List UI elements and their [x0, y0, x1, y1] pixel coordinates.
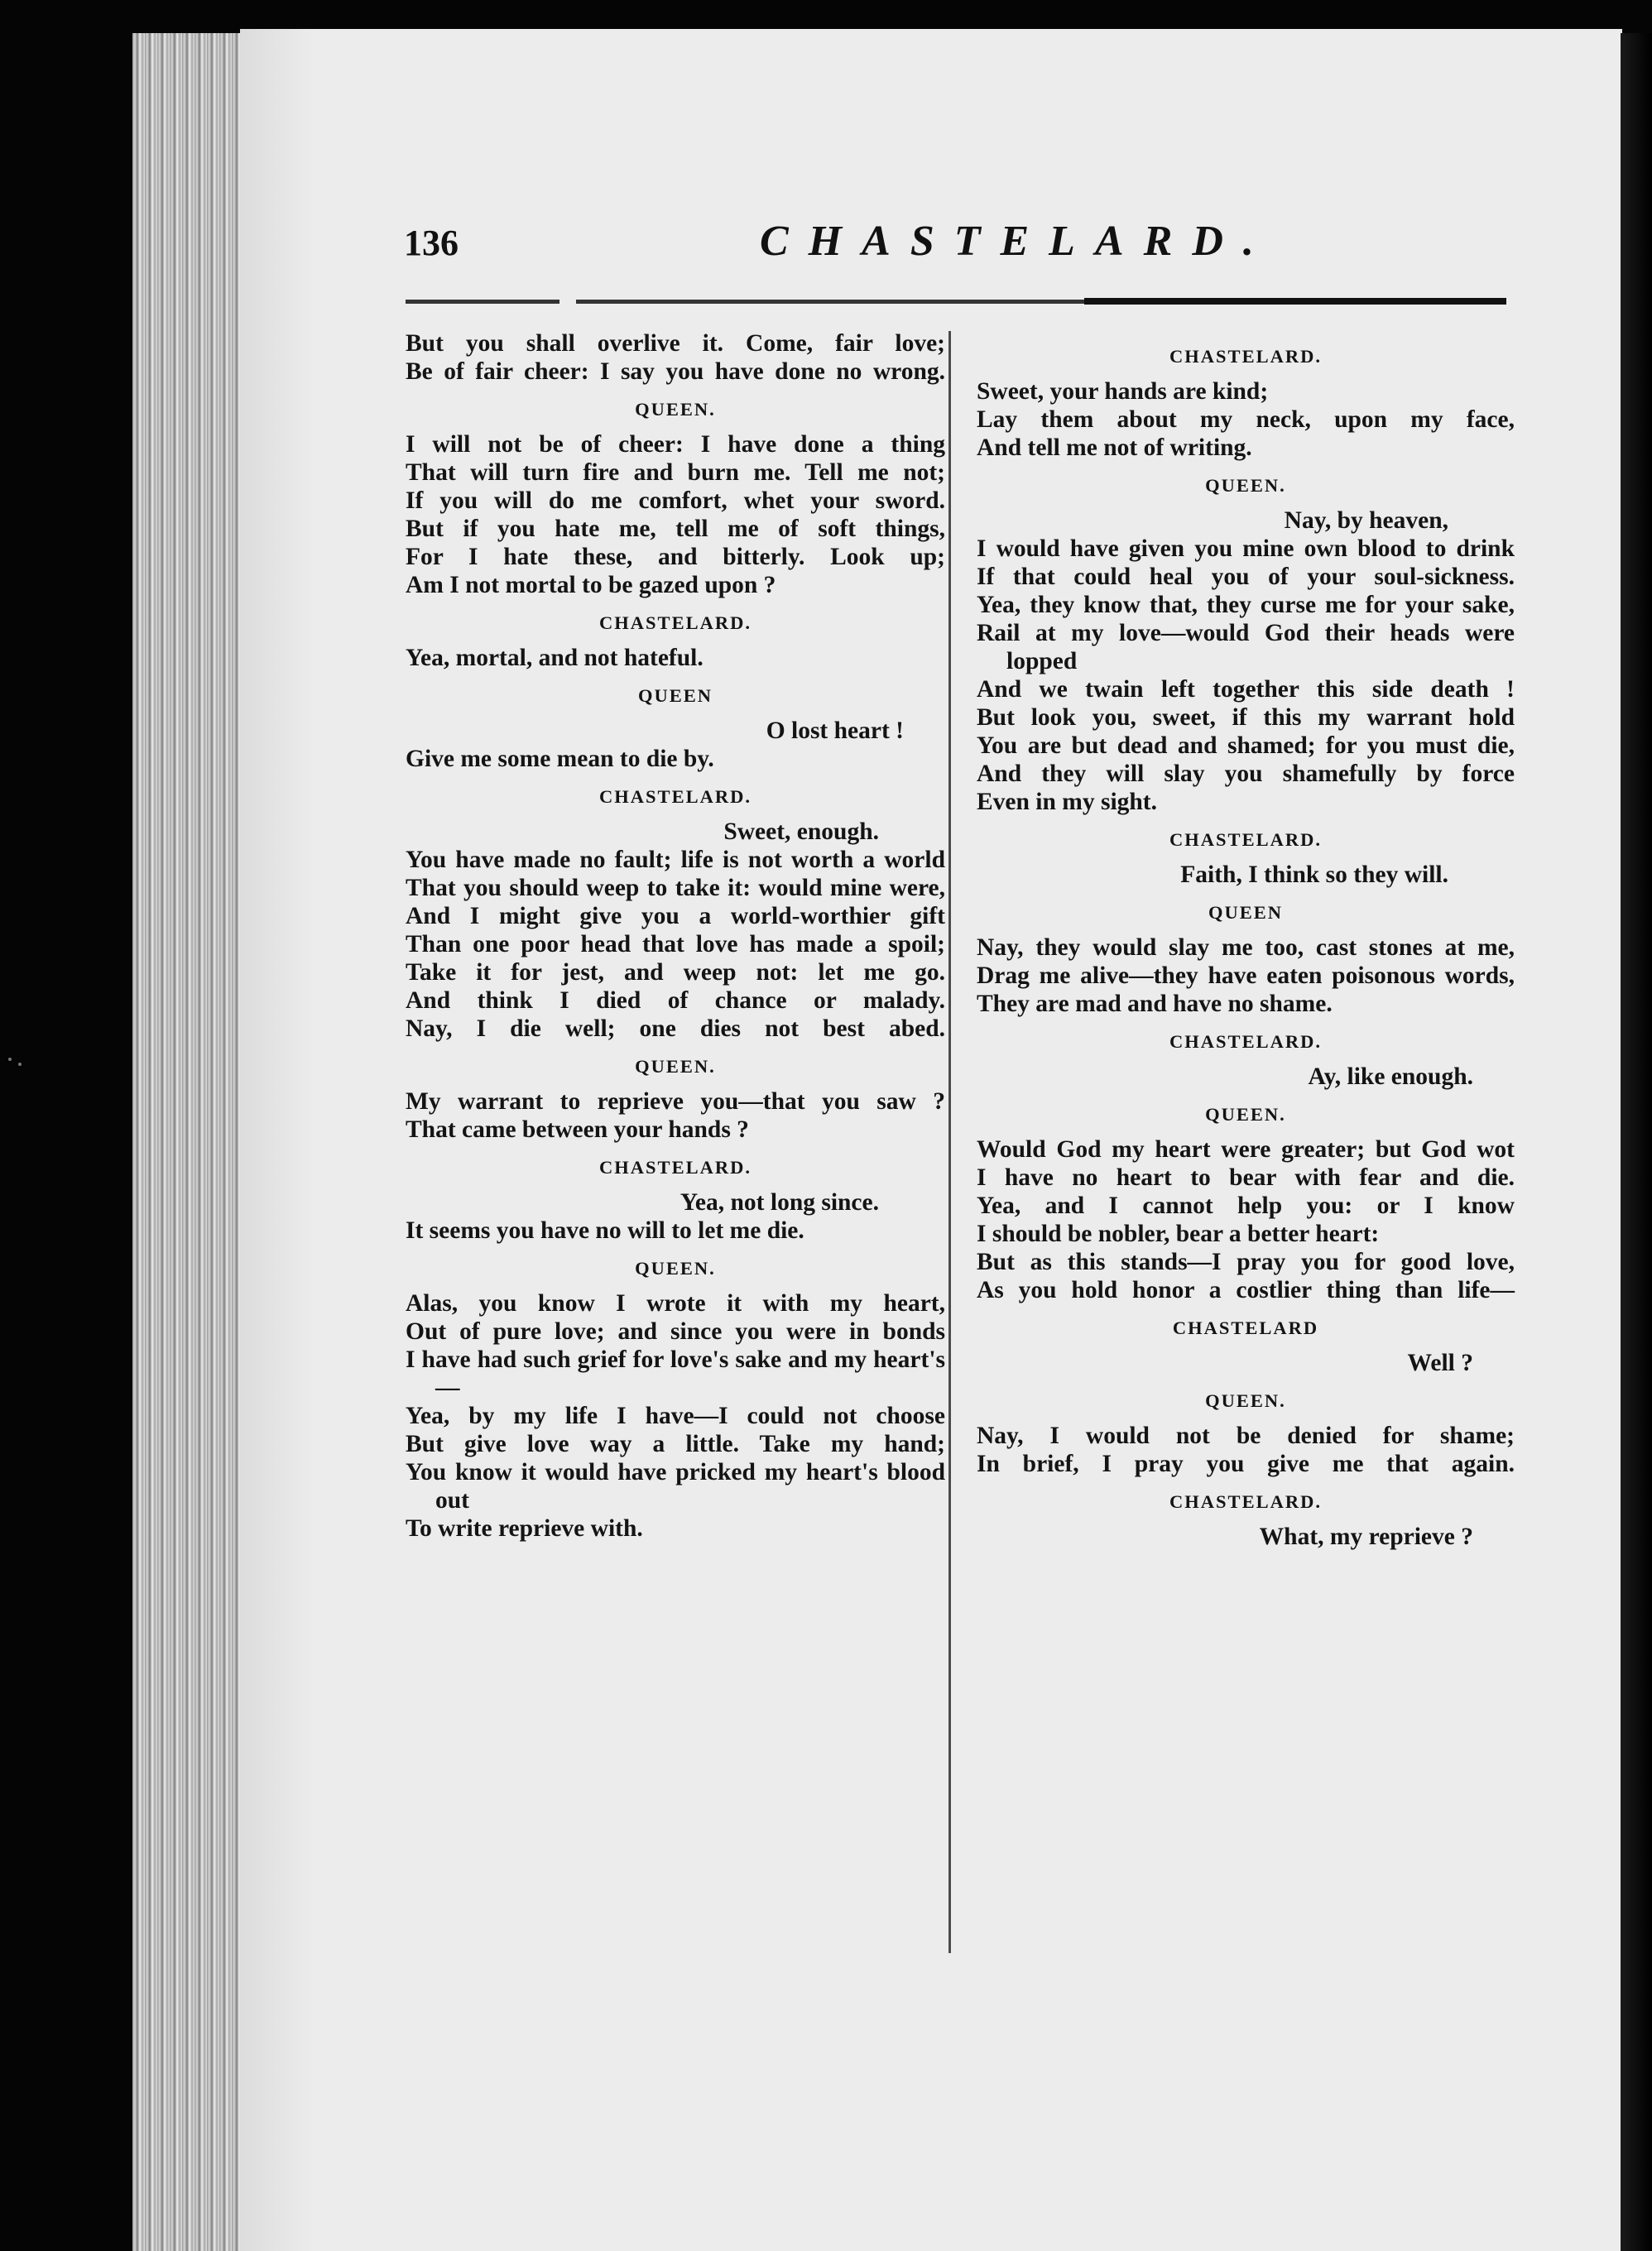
speaker-label: QUEEN: [1208, 902, 1283, 923]
verse-line: If you will do me comfort, whet your sword.: [406, 487, 945, 514]
verse-line: Ay, like enough.: [1308, 1063, 1473, 1090]
verse-line: That will turn fire and burn me. Tell me not;: [406, 459, 945, 486]
verse-line: Be of fair cheer: I say you have done no wrong.: [406, 358, 945, 385]
verse-line: Yea, mortal, and not hateful.: [406, 645, 704, 671]
verse-line: You have made no fault; life is not worth a world: [406, 847, 945, 873]
page-header: [404, 217, 1579, 283]
verse-line: But if you hate me, tell me of soft things,: [406, 516, 945, 542]
verse-line: That you should weep to take it: would mine were,: [406, 875, 945, 901]
speaker-label: QUEEN.: [1205, 1390, 1286, 1411]
verse-line: Drag me alive—they have eaten poisonous words,: [977, 962, 1515, 989]
speaker-label: QUEEN: [637, 685, 713, 706]
verse-line: Even in my sight.: [977, 789, 1158, 815]
verse-line: But give love way a little. Take my hand;: [406, 1431, 945, 1457]
verse-line: Yea, by my life I have—I could not choose: [406, 1403, 945, 1429]
verse-line: I will not be of cheer: I have done a thing: [406, 431, 945, 458]
right-text-column: [977, 333, 1515, 1551]
verse-line: And I might give you a world-worthier gift: [406, 903, 945, 929]
speaker-label: QUEEN.: [635, 1258, 716, 1279]
verse-line: I have had such grief for love's sake and my heart's—: [406, 1346, 945, 1401]
speaker-label: CHASTELARD.: [599, 786, 752, 807]
speaker-label: QUEEN.: [635, 399, 716, 420]
verse-line: Out of pure love; and since you were in bonds: [406, 1318, 945, 1345]
verse-line: You know it would have pricked my heart's blood out: [406, 1459, 945, 1514]
verse-line: Lay them about my neck, upon my face,: [977, 406, 1515, 433]
verse-line: I would have given you mine own blood to drink: [977, 535, 1515, 562]
verse-line: And they will slay you shamefully by force: [977, 761, 1515, 787]
verse-line: But as this stands—I pray you for good love,: [977, 1249, 1515, 1275]
verse-line: Take it for jest, and weep not: let me go.: [406, 959, 945, 986]
running-title: CHASTELARD.: [760, 218, 1274, 265]
scan-specks: [0, 1051, 33, 1084]
verse-line: And think I died of chance or malady.: [406, 987, 945, 1014]
verse-line: For I hate these, and bitterly. Look up;: [406, 544, 945, 570]
verse-line: Nay, by heaven,: [1284, 507, 1448, 534]
speaker-label: QUEEN.: [1205, 1104, 1286, 1125]
verse-line: And tell me not of writing.: [977, 434, 1252, 461]
verse-line: But look you, sweet, if this my warrant hold: [977, 704, 1515, 731]
verse-line: I have no heart to bear with fear and die.: [977, 1164, 1515, 1191]
verse-line: Nay, they would slay me too, cast stones at me,: [977, 934, 1515, 961]
page-edge-shadow: [1621, 33, 1652, 2251]
speaker-label: CHASTELARD.: [1169, 1031, 1322, 1052]
speaker-label: CHASTELARD.: [1169, 829, 1322, 850]
verse-line: I should be nobler, bear a better heart:: [977, 1221, 1380, 1247]
verse-line: Faith, I think so they will.: [1180, 862, 1448, 888]
speaker-label: CHASTELARD.: [599, 612, 752, 633]
verse-line: Am I not mortal to be gazed upon ?: [406, 572, 776, 598]
verse-line: Rail at my love—would God their heads were lopped: [977, 620, 1515, 674]
speaker-label: CHASTELARD: [1172, 1317, 1319, 1338]
speaker-label: CHASTELARD.: [1169, 1491, 1322, 1512]
verse-line: Well ?: [1407, 1350, 1473, 1376]
verse-line: If that could heal you of your soul-sickness.: [977, 564, 1515, 590]
verse-line: Yea, and I cannot help you: or I know: [977, 1193, 1515, 1219]
left-text-column: [406, 329, 945, 1543]
verse-line: But you shall overlive it. Come, fair love;: [406, 330, 945, 357]
verse-line: You are but dead and shamed; for you must die,: [977, 732, 1515, 759]
verse-line: Than one poor head that love has made a spoil;: [406, 931, 945, 958]
verse-line: They are mad and have no shame.: [977, 991, 1333, 1017]
verse-line: Yea, not long since.: [680, 1189, 879, 1216]
speaker-label: QUEEN.: [1205, 475, 1286, 496]
speaker-label: CHASTELARD.: [599, 1157, 752, 1178]
verse-line: Yea, they know that, they curse me for your sake,: [977, 592, 1515, 618]
verse-line: It seems you have no will to let me die.: [406, 1217, 804, 1244]
verse-line: What, my reprieve ?: [1259, 1524, 1473, 1550]
verse-line: Give me some mean to die by.: [406, 746, 714, 772]
verse-line: And we twain left together this side death !: [977, 676, 1515, 703]
verse-line: Would God my heart were greater; but God wot: [977, 1136, 1515, 1163]
verse-line: To write reprieve with.: [406, 1515, 643, 1542]
header-rule-thick: [1084, 298, 1506, 305]
speaker-label: CHASTELARD.: [1169, 346, 1322, 367]
page-number: 136: [404, 223, 459, 263]
verse-line: Sweet, your hands are kind;: [977, 378, 1269, 405]
verse-line: Nay, I die well; one dies not best abed.: [406, 1015, 945, 1042]
speaker-label: QUEEN.: [635, 1056, 716, 1077]
verse-line: That came between your hands ?: [406, 1116, 749, 1143]
verse-line: Nay, I would not be denied for shame;: [977, 1423, 1515, 1449]
verse-line: O lost heart !: [766, 718, 904, 744]
verse-line: Sweet, enough.: [723, 818, 879, 845]
book-binding-edge: [132, 33, 257, 2251]
verse-line: My warrant to reprieve you—that you saw ?: [406, 1088, 945, 1115]
column-divider: [948, 331, 951, 1953]
verse-line: As you hold honor a costlier thing than life—: [977, 1277, 1515, 1303]
verse-line: Alas, you know I wrote it with my heart,: [406, 1290, 945, 1317]
verse-line: In brief, I pray you give me that again.: [977, 1451, 1515, 1477]
